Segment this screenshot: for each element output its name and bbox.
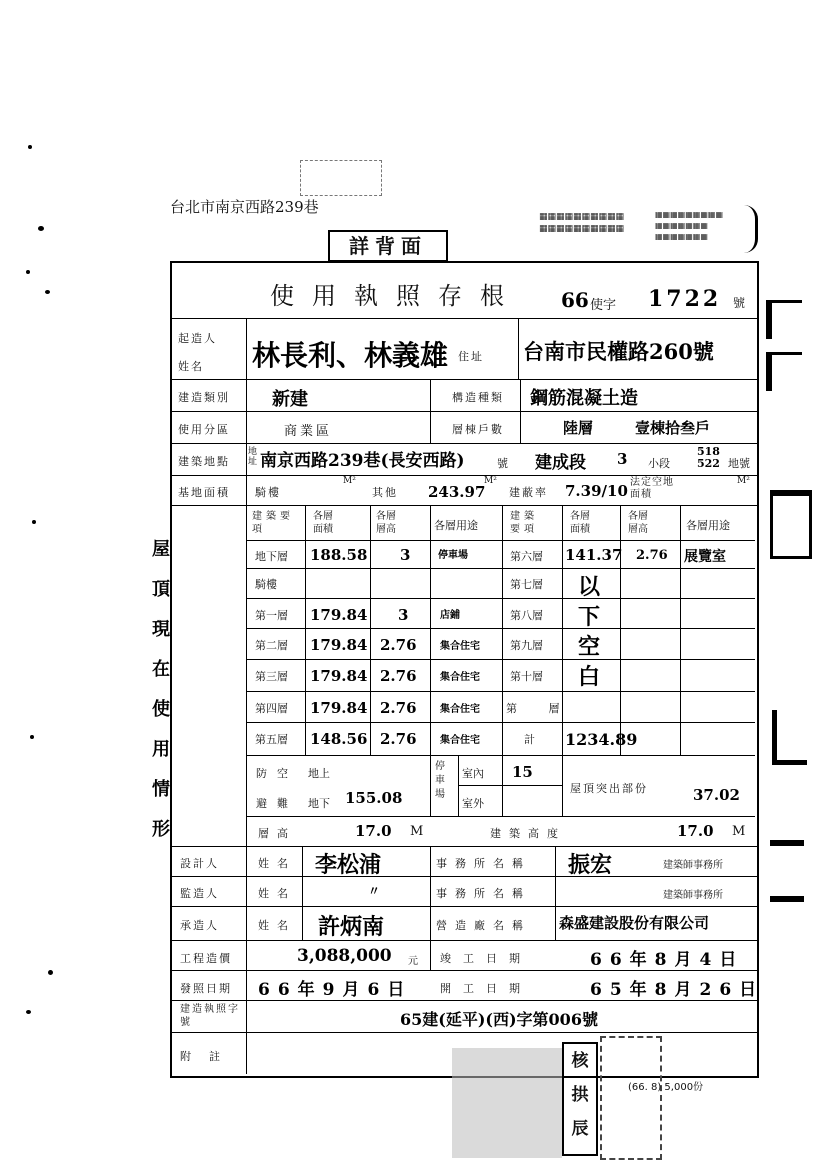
owner-name: 林長利、林義雄 (252, 339, 449, 372)
zone-value: 商業區 (284, 424, 333, 439)
header-seal: ▦▦▦▦▦▦▦▦▦▦ ▦▦▦▦▦▦▦▦▦▦ ▦▦▦▦▦▦▦▦▦ ▦▦▦▦▦▦▦ ▦▦▦▦▦▦▦ (535, 205, 758, 253)
owner-address-label: 住址 (458, 350, 484, 363)
floor-right-name-4: 第十層 (510, 670, 543, 683)
coverage-label: 建蔽率 (509, 486, 548, 499)
floor-right-name-6: 計 (524, 733, 535, 746)
floors-header-right-item: 建築要項 (510, 511, 538, 535)
building-height-label: 建築高度 (490, 827, 566, 840)
evac-label: 避難 (256, 797, 298, 810)
build-type-value: 新建 (272, 389, 308, 410)
floor-left-area-3: 179.84 (310, 636, 368, 654)
floors-header-right-use: 各層用途 (686, 519, 730, 532)
open-space-label: 法定空地面積 (630, 477, 674, 500)
floors-header-right-height: 各層層高 (628, 511, 648, 535)
site-section: 建成段 (535, 453, 586, 473)
right-margin-stamp (762, 300, 820, 900)
designer-office: 振宏 (568, 852, 613, 878)
designer-name-label: 姓名 (258, 857, 296, 870)
completion-label: 竣工日期 (440, 952, 532, 965)
shelter-below-value: 155.08 (345, 789, 403, 807)
bottom-stamp-right (600, 1036, 662, 1160)
floor-left-name-4: 第三層 (255, 670, 288, 683)
floor-left-height-5: 2.76 (380, 699, 417, 717)
floors-header-left-area: 各層面積 (313, 511, 333, 535)
top-stamp-box (300, 160, 382, 196)
cost-label: 工程造價 (180, 952, 232, 965)
license-prefix: 66 (561, 288, 589, 312)
other-label: 其他 (372, 486, 398, 499)
building-height-value: 17.0 (677, 822, 714, 840)
contractor-company: 森盛建設股份有限公司 (559, 914, 710, 932)
floor-left-name-5: 第四層 (255, 702, 288, 715)
units-label: 層棟戶數 (452, 423, 504, 436)
form-title: 使用執照存根 (270, 282, 522, 310)
shelter-below: 地下 (308, 797, 330, 810)
address-line: 台北市南京西路239巷 (170, 198, 319, 216)
floor-left-area-0: 188.58 (310, 546, 368, 564)
floor-height-value: 17.0 (355, 822, 392, 840)
bottom-stamp-gray (452, 1048, 562, 1158)
zone-label: 使用分區 (178, 423, 230, 436)
parking-indoor: 室內 (462, 767, 484, 780)
structure-label: 構造種類 (452, 391, 504, 404)
permit-label: 建造執照字號 (180, 1004, 240, 1028)
arcade-unit: M² (343, 476, 356, 486)
arcade-label: 騎樓 (255, 486, 281, 499)
designer-office-suffix: 建築師事務所 (663, 860, 723, 871)
floor-left-height-0: 3 (400, 546, 411, 564)
coverage-value: 7.39/10 (565, 482, 628, 500)
floor-left-use-4: 集合住宅 (440, 672, 480, 683)
owner-address: 台南市民權路260號 (523, 339, 714, 364)
other-value: 243.97 (428, 483, 486, 501)
contractor-name: 許炳南 (318, 914, 385, 940)
floor-left-area-5: 179.84 (310, 699, 368, 717)
other-unit: M² (484, 476, 497, 486)
designer-name: 李松浦 (315, 852, 382, 878)
floor-left-area-6: 148.56 (310, 730, 368, 748)
floor-left-height-4: 2.76 (380, 667, 417, 685)
issue-date-value: 66年9月6日 (258, 980, 413, 1000)
license-suffix: 號 (733, 296, 746, 310)
site-label: 建築地點 (178, 455, 230, 468)
bottom-chop (562, 1042, 598, 1156)
cost-unit: 元 (408, 956, 418, 967)
owner-name-label: 姓名 (178, 360, 204, 373)
floor-right-name-0: 第六層 (510, 550, 543, 563)
license-number: 1722 (648, 286, 722, 312)
site-lot-label: 地號 (728, 457, 750, 470)
floor-left-height-3: 2.76 (380, 636, 417, 654)
start-date-value: 65年8月26日 (590, 980, 765, 1000)
floor-right-name-3: 第九層 (510, 639, 543, 652)
contractor-label: 承造人 (180, 919, 219, 932)
floor-left-use-3: 集合住宅 (440, 641, 480, 652)
parking-outdoor: 室外 (462, 797, 484, 810)
floor-left-area-4: 179.84 (310, 667, 368, 685)
floor-right-name-2: 第八層 (510, 609, 543, 622)
completion-value: 66年8月4日 (590, 950, 745, 970)
contractor-name-label: 姓名 (258, 919, 296, 932)
contractor-company-label: 營造廠名稱 (436, 919, 531, 932)
license-word: 使字 (590, 298, 617, 313)
floor-left-use-2: 店鋪 (440, 610, 460, 621)
floor-right-name-1: 第七層 (510, 578, 543, 591)
floor-height-unit: M (410, 824, 424, 839)
floor-left-name-3: 第二層 (255, 639, 288, 652)
floor-left-name-6: 第五層 (255, 733, 288, 746)
detail-back-box: 詳背面 (328, 230, 448, 262)
open-space-unit: M² (737, 476, 750, 486)
chop-char-2: 辰 (571, 1119, 589, 1139)
floor-left-use-6: 集合住宅 (440, 735, 480, 746)
site-lot: 518 522 (697, 445, 720, 470)
designer-office-label: 事務所名稱 (436, 857, 531, 870)
supervisor-name: 〃 (368, 884, 381, 898)
empty-note: 以下空白 (578, 574, 601, 690)
left-margin-note: 屋頂現在使用情形 (152, 539, 170, 840)
site-address: 南京西路239巷(長安西路) (260, 451, 465, 471)
start-date-label: 開工日期 (440, 982, 532, 995)
floor-left-area-2: 179.84 (310, 606, 368, 624)
designer-label: 設計人 (180, 857, 219, 870)
floor-right-area-0: 141.37 (565, 546, 623, 564)
floors-header-right-area: 各層面積 (570, 511, 590, 535)
site-subsection: 3 (617, 450, 628, 468)
supervisor-name-label: 姓名 (258, 887, 296, 900)
supervisor-label: 監造人 (180, 887, 219, 900)
floors-header-left-use: 各層用途 (434, 519, 478, 532)
supervisor-office-label: 事務所名稱 (436, 887, 531, 900)
floor-left-name-1: 騎樓 (255, 578, 277, 591)
shelter-label: 防空 (256, 767, 298, 780)
site-subsection-label: 小段 (648, 457, 670, 470)
floors-header-left-height: 各層層高 (376, 511, 396, 535)
building-height-unit: M (732, 824, 746, 839)
site-address-label: 地址 (248, 447, 258, 467)
owner-label: 起造人 (178, 332, 217, 345)
floor-left-use-0: 停車場 (438, 550, 468, 561)
cost-value: 3,088,000 (297, 946, 392, 966)
roof-value: 37.02 (693, 786, 740, 804)
floor-right-use-0: 展覽室 (684, 549, 726, 565)
floor-left-height-6: 2.76 (380, 730, 417, 748)
floor-right-name-5: 第 層 (506, 702, 574, 715)
chop-char-1: 拱 (571, 1085, 589, 1105)
build-type-label: 建造類別 (178, 391, 230, 404)
issue-date-label: 發照日期 (180, 982, 232, 995)
print-note: (66. 8) 5,000份 (628, 1082, 704, 1093)
parking-indoor-value: 15 (512, 763, 533, 781)
parking-label: 停車場 (435, 761, 445, 800)
remarks-label: 附註 (180, 1050, 238, 1063)
permit-value: 65建(延平)(西)字第006號 (400, 1010, 598, 1029)
supervisor-office-suffix: 建築師事務所 (663, 890, 723, 901)
site-no-label: 號 (497, 457, 508, 470)
floor-height-label: 層高 (258, 827, 296, 840)
base-area-label: 基地面積 (178, 486, 230, 499)
floor-left-name-2: 第一層 (255, 609, 288, 622)
roof-label: 屋頂突出部份 (570, 782, 648, 795)
floor-left-name-0: 地下層 (255, 550, 288, 563)
shelter-above: 地上 (308, 767, 330, 780)
units-floors: 陸層 (563, 419, 594, 437)
floors-header-left-item: 建築要項 (252, 511, 294, 535)
floor-right-total: 1234.89 (565, 730, 638, 749)
structure-value: 鋼筋混凝土造 (530, 388, 638, 409)
units-count: 壹棟拾叁戶 (635, 419, 711, 437)
floor-left-use-5: 集合住宅 (440, 704, 480, 715)
floor-left-height-2: 3 (398, 606, 409, 624)
floor-right-height-0: 2.76 (636, 548, 668, 563)
chop-char-0: 核 (571, 1051, 589, 1071)
